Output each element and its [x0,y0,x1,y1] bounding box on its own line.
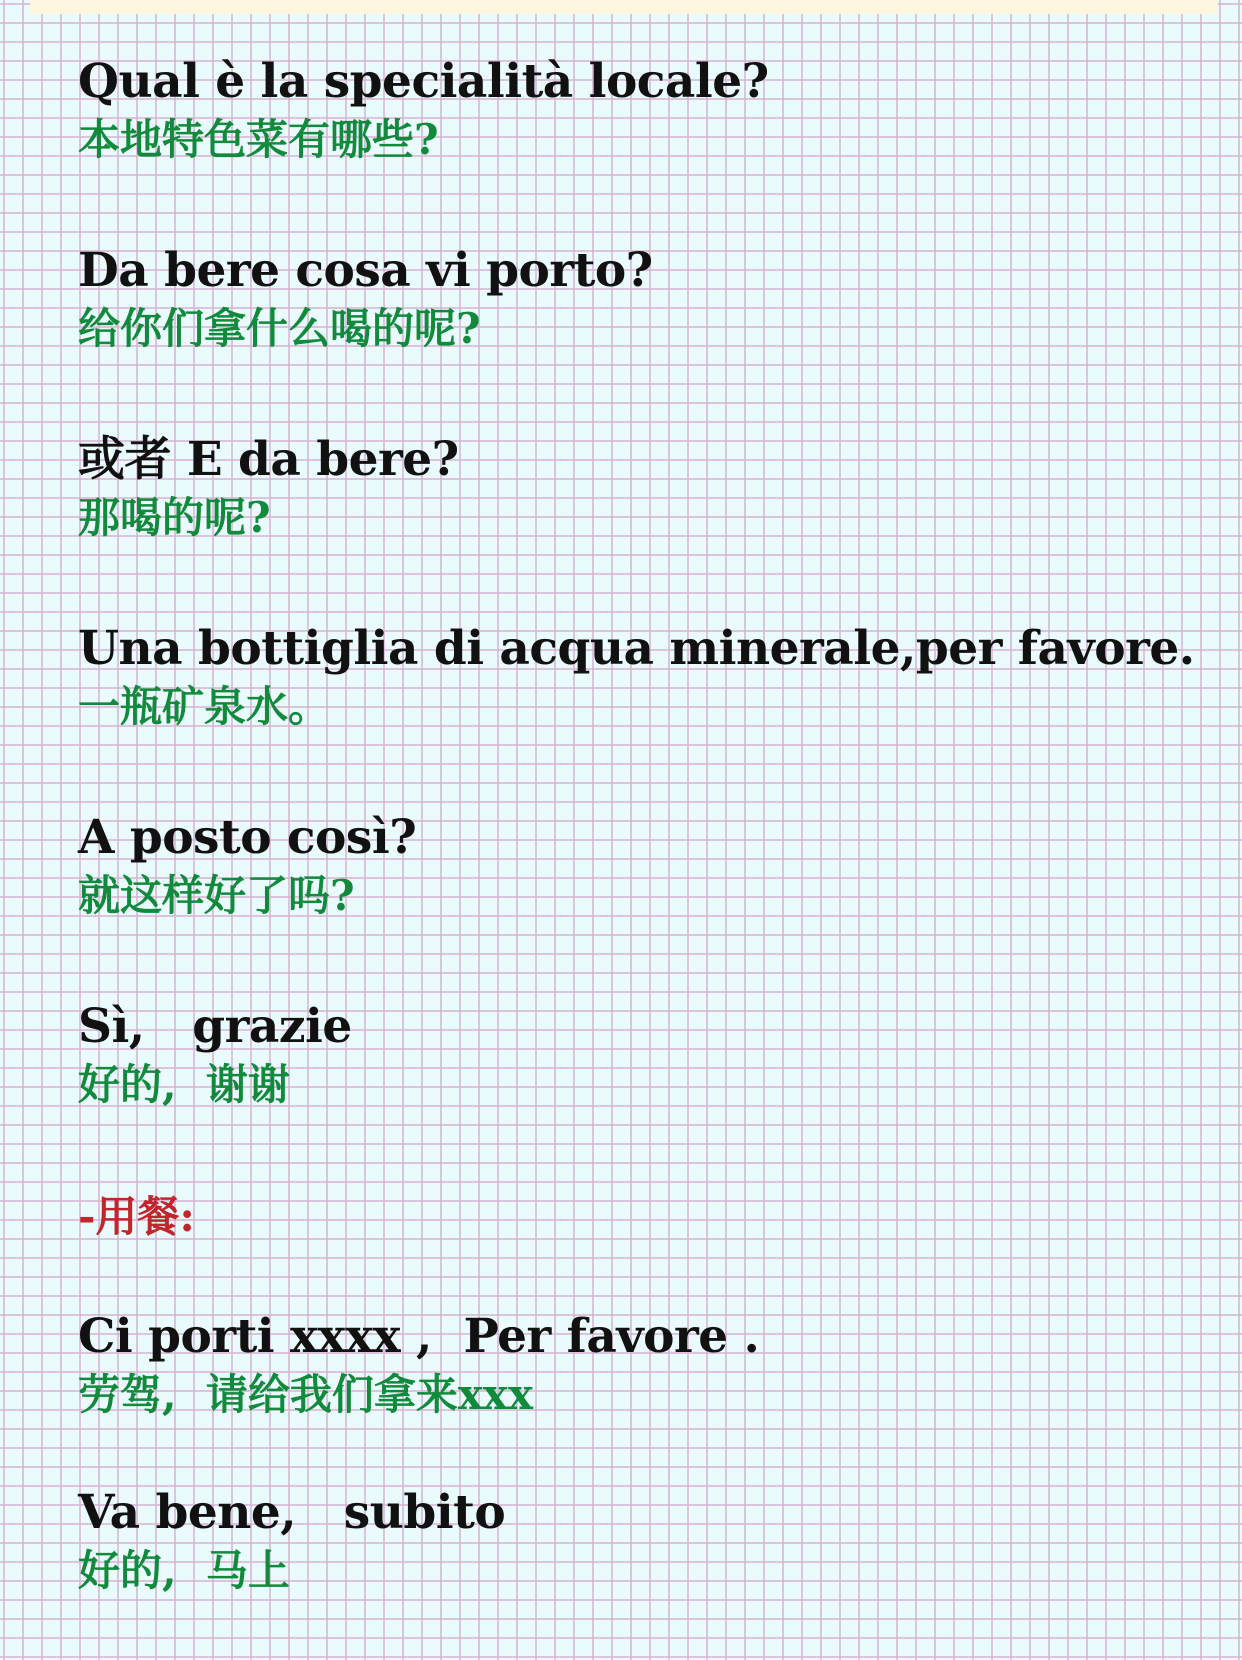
italian-phrase: Sì, grazie [78,999,352,1054]
phrase-block [78,619,1195,735]
section-heading-dining: -用餐: [78,1192,195,1241]
phrase-block [78,430,459,546]
phrase-block [78,52,769,168]
phrase-block [78,1307,759,1423]
italian-phrase: Ci porti xxxx , Per favore . [78,1309,760,1364]
italian-phrase: Da bere cosa vi porto? [78,243,653,298]
chinese-translation: 好的, 马上 [78,1546,290,1595]
phrase-block [78,1483,505,1599]
italian-phrase: Una bottiglia di acqua minerale,per favore. [78,621,1195,676]
chinese-translation: 一瓶矿泉水。 [78,682,331,731]
phrase-block [78,997,352,1113]
top-strip [30,0,1218,14]
chinese-translation: 好的, 谢谢 [78,1060,290,1109]
chinese-translation: 给你们拿什么喝的呢? [78,304,481,353]
chinese-translation: 那喝的呢? [78,493,271,542]
chinese-translation: 劳驾, 请给我们拿来xxx [78,1370,533,1419]
italian-phrase: Va bene, subito [78,1485,506,1540]
italian-phrase: 或者 E da bere? [78,432,459,487]
italian-phrase: A posto così? [78,810,417,865]
phrase-block [78,241,653,357]
chinese-translation: 就这样好了吗? [78,871,355,920]
chinese-translation: 本地特色菜有哪些? [78,115,439,164]
phrase-block [78,808,416,924]
italian-phrase: Qual è la specialità locale? [78,54,769,109]
